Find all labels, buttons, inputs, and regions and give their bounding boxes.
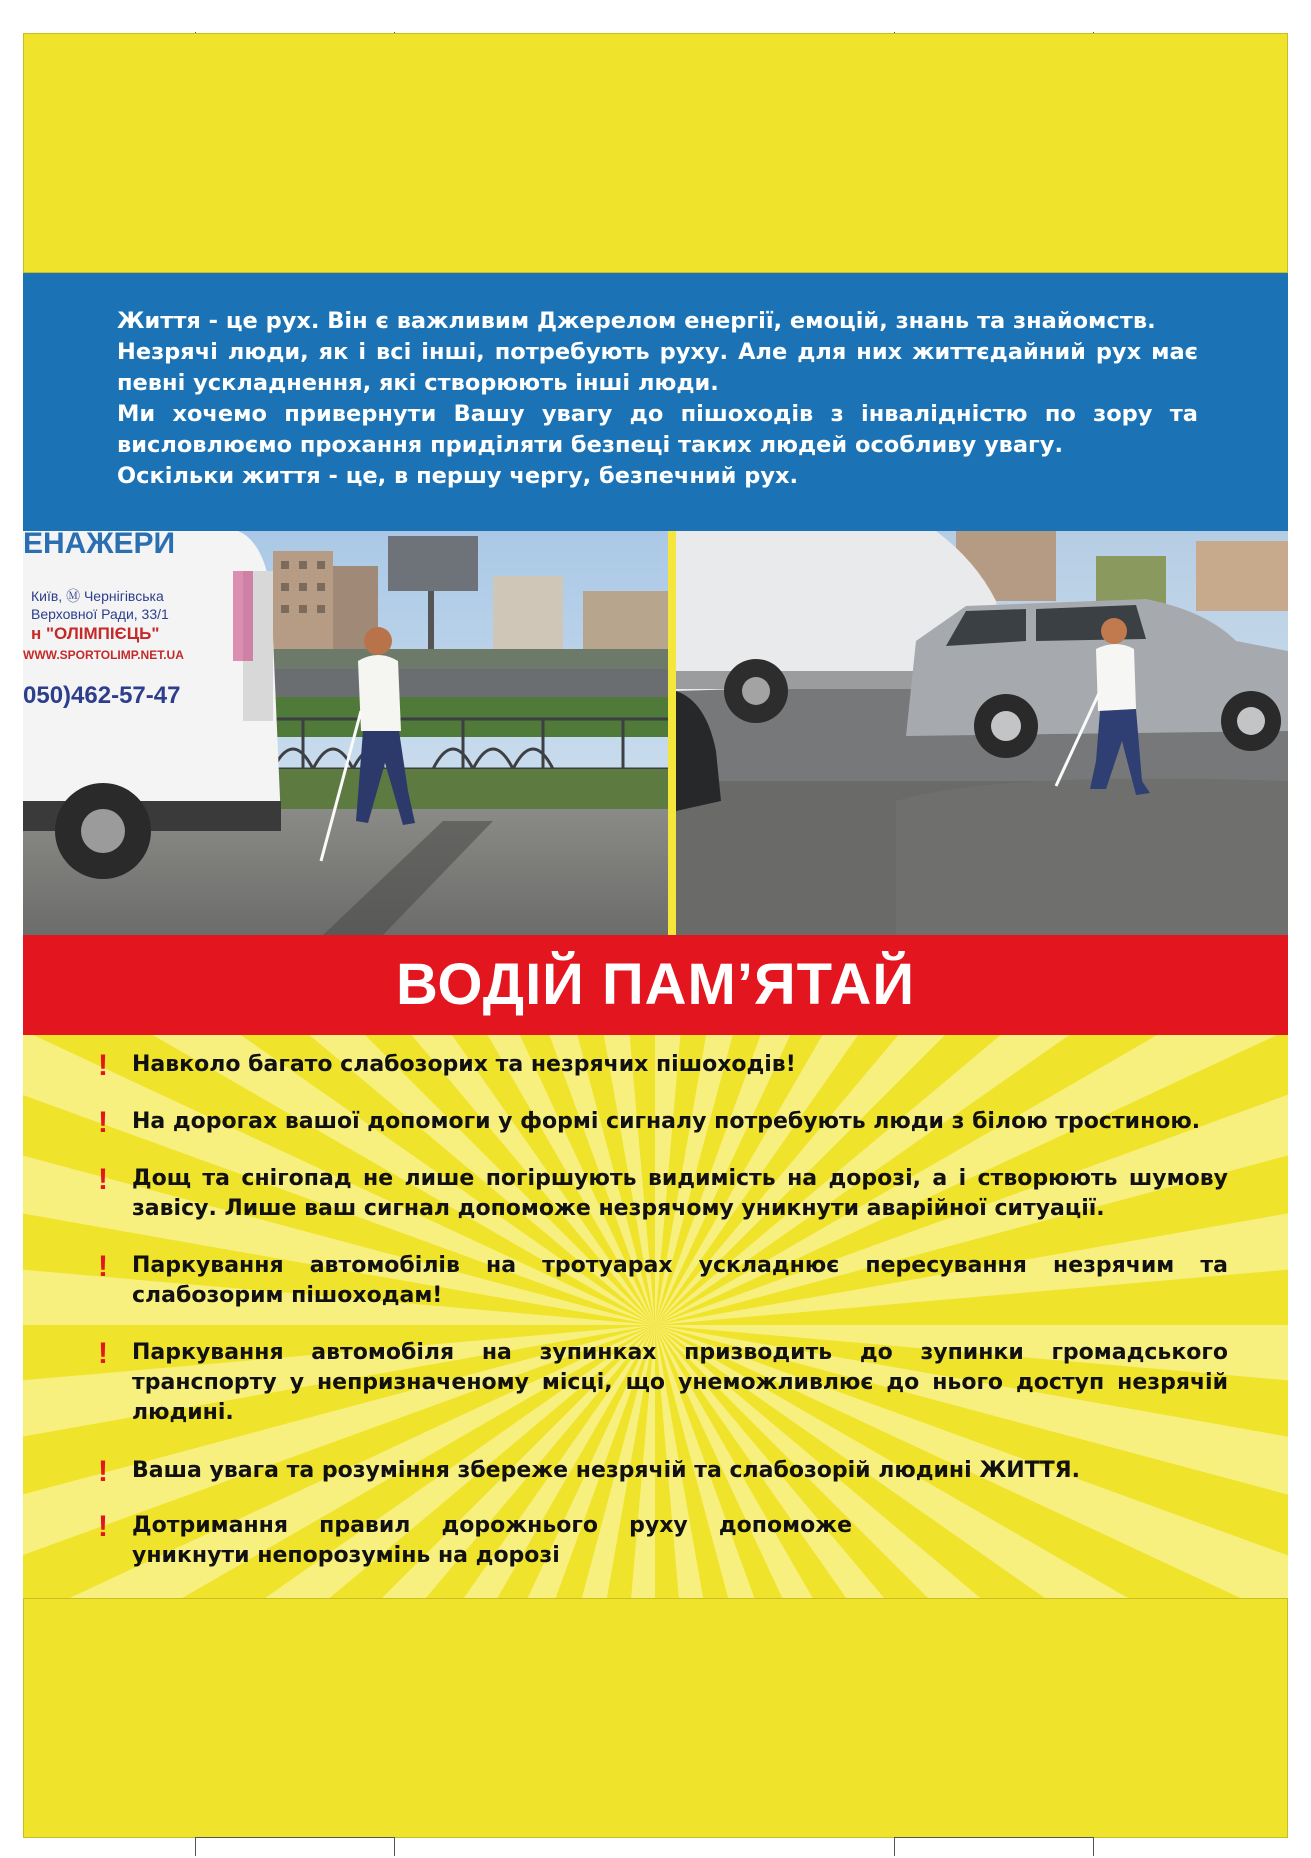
rule-item (98, 1164, 1228, 1224)
exclamation-icon: ! (98, 1337, 108, 1370)
rule-item (98, 1050, 1228, 1080)
intro-line-3: Ми хочемо привернути Вашу увагу до пішоходів з інвалідністю по зору та висловлюємо прохання приділяти безпеці таких людей особливу увагу. (117, 401, 1198, 458)
van-brand-text: ЕНАЖЕРИ (23, 531, 176, 560)
rule-text: Паркування автомобілів на тротуарах ускладнює пересування незрячим та слабозорим пішоходам! (132, 1253, 1228, 1308)
exclamation-icon: ! (98, 1510, 108, 1543)
rule-text: Навколо багато слабозорих та незрячих пішоходів! (132, 1052, 796, 1077)
exclamation-icon: ! (98, 1250, 108, 1283)
rule-item (98, 1338, 1228, 1428)
rule-item (98, 1107, 1228, 1137)
intro-line-4: Оскільки життя - це, в першу чергу, безпечний рух. (117, 463, 799, 489)
fold-tab-bottom-right (894, 1837, 1094, 1856)
driver-banner (23, 935, 1288, 1035)
photo-right-scene (676, 531, 1288, 935)
exclamation-icon: ! (98, 1455, 108, 1488)
van-address-1: Київ, Ⓜ Чернігівська (31, 588, 164, 604)
rule-text: Паркування автомобіля на зупинках призводить до зупинки громадського транспорту у непризначеному місці, що унеможливлює до нього доступ незрячій людині. (132, 1340, 1228, 1425)
rule-text: Дощ та снігопад не лише погіршують видимість на дорозі, а і створюють шумову завісу. Лише ваш сигнал допоможе незрячому уникнути аварійної ситуації. (132, 1166, 1228, 1221)
intro-line-1: Життя - це рух. Він є важливим Джерелом енергії, емоцій, знань та знайомств. (117, 308, 1156, 334)
van-phone: 050)462-57-47 (23, 682, 181, 709)
rule-item (98, 1511, 1228, 1571)
top-yellow-panel (23, 33, 1288, 273)
exclamation-icon: ! (98, 1049, 108, 1082)
leaflet-sheet (23, 33, 1288, 1838)
van-shop-name: н "ОЛІМПІЄЦЬ" (31, 624, 160, 643)
van-address-2: Верховної Ради, 33/1 (31, 606, 169, 622)
rule-item (98, 1251, 1228, 1311)
photo-left (23, 531, 668, 935)
rules-panel (23, 1035, 1288, 1598)
driver-banner-title: ВОДІЙ ПАМ’ЯТАЙ (395, 952, 916, 1017)
rule-text: Ваша увага та розуміння збереже незрячій та слабозорій людині ЖИТТЯ. (132, 1458, 1080, 1483)
rule-text: Дотримання правил дорожнього руху допоможе уникнути непорозумінь на дорозі (132, 1513, 852, 1568)
rules-list (23, 1035, 1288, 1598)
bottom-yellow-panel (23, 1598, 1288, 1838)
rule-text: На дорогах вашої допомоги у формі сигналу потребують люди з білою тростиною. (132, 1109, 1201, 1134)
photo-left-scene (23, 531, 668, 935)
van-website: WWW.SPORTOLIMP.NET.UA (23, 648, 184, 662)
intro-panel (23, 273, 1288, 531)
photo-strip (23, 531, 1288, 935)
fold-tab-bottom-left (195, 1837, 395, 1856)
rule-item (98, 1456, 1228, 1486)
exclamation-icon: ! (98, 1106, 108, 1139)
intro-line-2: Незрячі люди, як і всі інші, потребують руху. Але для них життєдайний рух має певні ускладнення, які створюють інші люди. (117, 339, 1198, 396)
photo-right (676, 531, 1288, 935)
exclamation-icon: ! (98, 1163, 108, 1196)
